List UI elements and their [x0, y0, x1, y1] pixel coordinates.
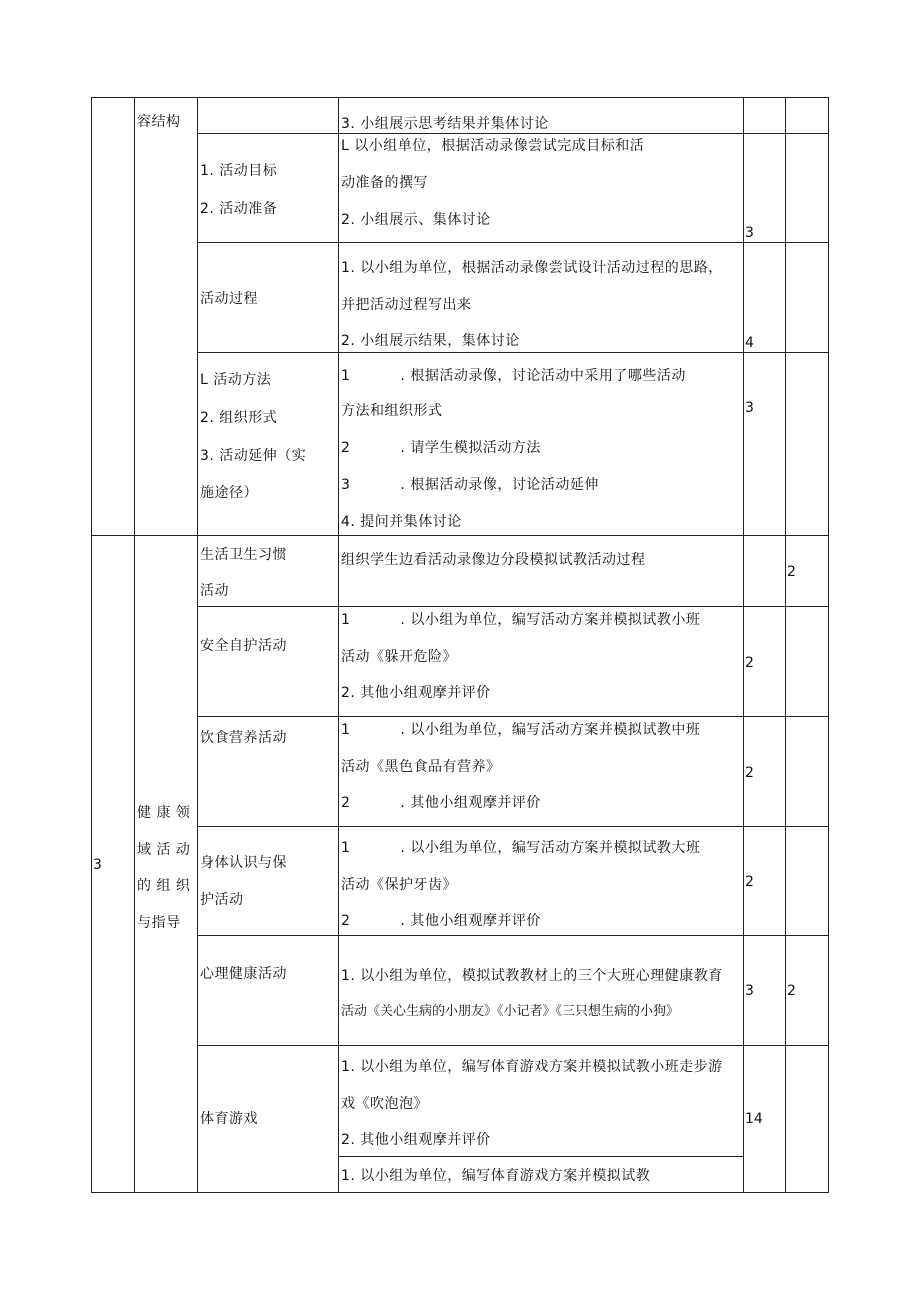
task-text: 1. 以小组为单位，模拟试教教材上的三个大班心理健康教育 [341, 968, 723, 984]
task-text: 1. 以小组为单位，编写体育游戏方案并模拟试教 [341, 1168, 651, 1184]
hours-a-value: 4 [745, 335, 754, 351]
table-border-top [91, 97, 829, 98]
task-text: . 以小组为单位，编写活动方案并模拟试教大班 [400, 840, 701, 856]
task-text: . 以小组为单位，编写活动方案并模拟试教小班 [400, 612, 701, 628]
col-divider-hours-b [785, 97, 786, 1193]
task-line [341, 440, 541, 456]
section-divider [91, 535, 829, 536]
content-label: 饮食营养活动 [200, 730, 287, 746]
col-divider-content [197, 97, 198, 1193]
table-border-right [828, 97, 829, 1193]
unit-label: 健 康 领 [137, 805, 191, 821]
hours-a-value: 3 [745, 400, 754, 416]
row-divider [197, 133, 829, 134]
task-text: 2. 其他小组观摩并评价 [341, 1132, 491, 1148]
task-line [341, 913, 541, 929]
task-line [341, 722, 700, 738]
task-text: 活动《黑色食品有营养》 [341, 759, 501, 775]
col-divider-hours-a [743, 97, 744, 1193]
hours-b-value: 2 [787, 564, 796, 580]
content-label: 活动 [200, 583, 229, 599]
row-divider [197, 935, 829, 936]
content-label: 心理健康活动 [200, 966, 287, 982]
section-index: 3 [93, 857, 102, 873]
row-divider [197, 1045, 829, 1046]
hours-a-value: 14 [745, 1111, 763, 1127]
hours-a-value: 2 [745, 655, 754, 671]
task-number: 3 [341, 477, 351, 493]
hours-a-value: 3 [745, 983, 754, 999]
task-number: 2 [341, 440, 351, 456]
row-divider [197, 352, 829, 353]
unit-label: 的 组 织 [137, 878, 191, 894]
task-number: 2 [341, 795, 351, 811]
task-text: 并把活动过程写出来 [341, 297, 472, 313]
col-divider-unit [134, 97, 135, 1193]
content-label: 3. 活动延伸（实 [200, 448, 307, 464]
task-number: 1 [341, 722, 351, 738]
row-divider [197, 716, 829, 717]
task-line [341, 795, 541, 811]
task-text: 活动《保护牙齿》 [341, 877, 457, 893]
hours-a-value: 2 [745, 765, 754, 781]
task-text: 1. 以小组为单位，根据活动录像尝试设计活动过程的思路， [341, 260, 723, 276]
row-divider [197, 242, 829, 243]
content-label: 身体认识与保 [200, 855, 287, 871]
task-line [341, 368, 686, 384]
task-text: . 根据活动录像，讨论活动延伸 [400, 477, 599, 493]
task-number: 1 [341, 612, 351, 628]
row-divider [197, 826, 829, 827]
task-text: . 其他小组观摩并评价 [400, 795, 541, 811]
content-label: 2. 组织形式 [200, 410, 278, 426]
task-text: 3. 小组展示思考结果并集体讨论 [341, 116, 549, 132]
task-text: . 根据活动录像，讨论活动中采用了哪些活动 [400, 368, 686, 384]
unit-label: 域 活 动 [137, 842, 191, 858]
content-label: L 活动方法 [200, 372, 272, 388]
content-label: 生活卫生习惯 [200, 547, 287, 563]
task-line [341, 477, 599, 493]
task-text: . 其他小组观摩并评价 [400, 913, 541, 929]
task-number: 1 [341, 840, 351, 856]
task-text: 2. 小组展示、集体讨论 [341, 212, 491, 228]
task-text: 2. 小组展示结果，集体讨论 [341, 333, 520, 349]
task-text: 活动《躲开危险》 [341, 649, 457, 665]
task-number: 1 [341, 368, 351, 384]
unit-label: 与指导 [137, 915, 181, 931]
task-line [341, 612, 700, 628]
row-divider [197, 606, 829, 607]
table-border-bottom [91, 1192, 829, 1193]
task-text: 活动《关心生病的小朋友》《小记者》《三只想生病的小狗》 [341, 1004, 680, 1019]
task-text: 2. 其他小组观摩并评价 [341, 685, 491, 701]
task-number: 2 [341, 913, 351, 929]
task-text: 1. 以小组为单位，编写体育游戏方案并模拟试教小班走步游 [341, 1059, 723, 1075]
content-label: 安全自护活动 [200, 638, 287, 654]
hours-b-value: 2 [787, 983, 796, 999]
task-text: . 以小组为单位，编写活动方案并模拟试教中班 [400, 722, 701, 738]
hours-a-value: 2 [745, 874, 754, 890]
hours-a-value: 3 [745, 225, 754, 241]
content-label: 体育游戏 [200, 1111, 258, 1127]
content-label: 护活动 [200, 892, 244, 908]
task-text: 戏《吹泡泡》 [341, 1096, 428, 1112]
task-text: 4. 提问并集体讨论 [341, 514, 462, 530]
task-text: L 以小组单位，根据活动录像尝试完成目标和活 [341, 138, 645, 154]
unit-label: 容结构 [137, 114, 181, 130]
task-text: 组织学生边看活动录像边分段模拟试教活动过程 [341, 552, 646, 568]
task-line [341, 840, 700, 856]
content-label: 1. 活动目标 [200, 163, 278, 179]
content-label: 施途径） [200, 485, 258, 501]
task-text: 动准备的撰写 [341, 175, 428, 191]
row-divider-partial [338, 1156, 744, 1157]
table-border-left [91, 97, 92, 1193]
content-label: 2. 活动准备 [200, 201, 278, 217]
task-text: . 请学生模拟活动方法 [400, 440, 541, 456]
content-label: 活动过程 [200, 291, 258, 307]
task-text: 方法和组织形式 [341, 403, 443, 419]
col-divider-task [338, 97, 339, 1193]
